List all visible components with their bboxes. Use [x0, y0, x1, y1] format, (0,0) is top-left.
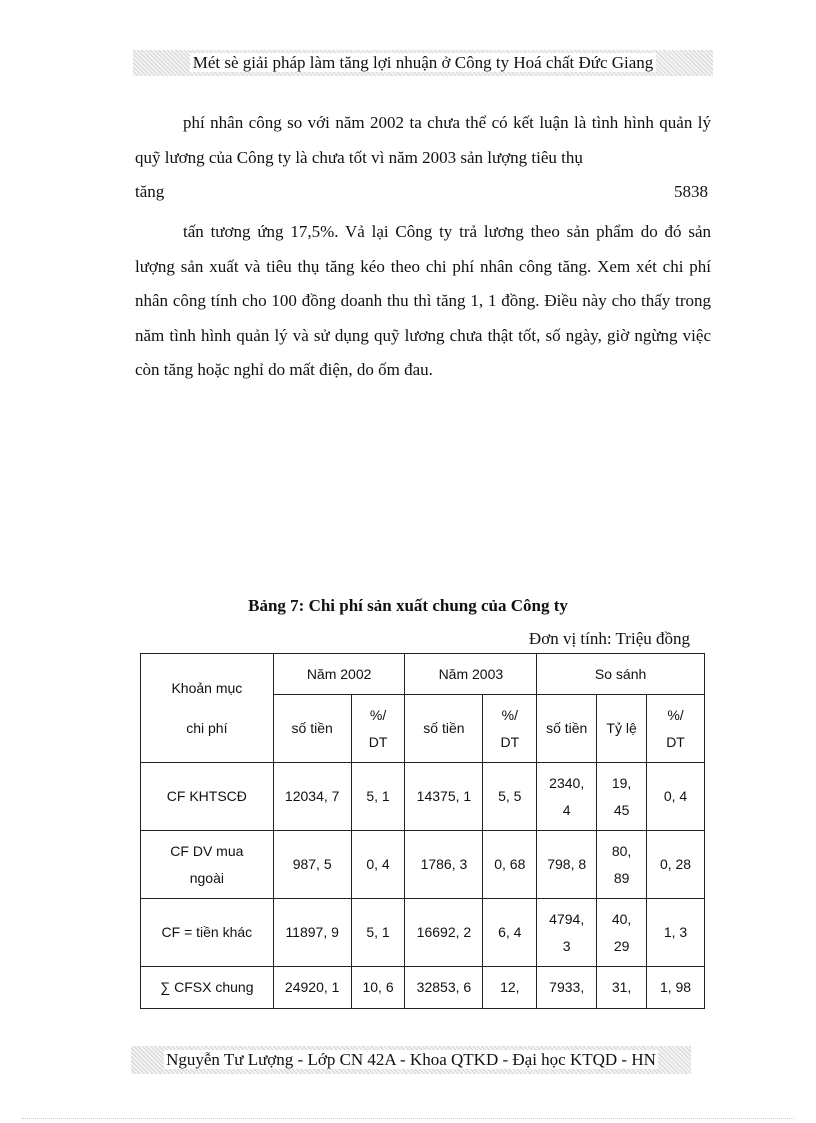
ratio: [597, 831, 647, 899]
pct-diff: 1, 3: [647, 899, 705, 967]
item-line1: ∑ CFSX chung: [160, 979, 254, 995]
amount-2002: 24920, 1: [273, 967, 351, 1009]
paragraph-1: phí nhân công so với năm 2002 ta chưa thể có kết luận là tình hình quản lý quỹ lương của Công ty là chưa tốt vì năm 2003 sản lượng tiêu thụ: [135, 113, 711, 167]
header-pct-diff: [647, 695, 705, 763]
pct-diff: 0, 28: [647, 831, 705, 899]
pct-line2: DT: [500, 733, 520, 750]
ratio-line1: 80,: [611, 842, 632, 859]
line-left-text: tăng: [135, 182, 165, 201]
page-footer: [131, 1046, 691, 1074]
header-item-line2: chi phí: [186, 719, 228, 736]
header-amount-2003: số tiền: [405, 695, 483, 763]
header-title: Mét sè giải pháp làm tăng lợi nhuận ở Công ty Hoá chất Đức Giang: [190, 53, 657, 72]
header-row-years: [141, 654, 705, 695]
pct-line1: %/: [667, 706, 684, 723]
row-item: [141, 899, 274, 967]
ratio-line1: 40,: [611, 910, 632, 927]
page-header: [133, 50, 713, 76]
ratio: 31,: [597, 967, 647, 1009]
diff-line2: 4: [562, 801, 571, 818]
table-row-total: [141, 967, 705, 1009]
pct-2002: 10, 6: [351, 967, 405, 1009]
pct-2003: 5, 5: [483, 763, 537, 831]
amount-2003: 14375, 1: [405, 763, 483, 831]
pct-line2: DT: [368, 733, 388, 750]
header-year-2002: Năm 2002: [273, 654, 405, 695]
table-unit: Đơn vị tính: Triệu đồng: [528, 629, 690, 648]
row-item: [141, 831, 274, 899]
ratio: [597, 763, 647, 831]
amount-diff: [537, 899, 597, 967]
ratio-line1: 19,: [611, 774, 632, 791]
diff-line2: 3: [562, 937, 571, 954]
pct-line1: %/: [369, 706, 387, 723]
pct-2003: 12,: [483, 967, 537, 1009]
pct-2002: 5, 1: [351, 763, 405, 831]
item-line1: CF = tiền khác: [161, 924, 253, 940]
ratio-line2: 29: [613, 937, 630, 954]
ratio: [597, 899, 647, 967]
pct-diff: 0, 4: [647, 763, 705, 831]
cost-table: [140, 653, 705, 1009]
header-item-line1: Khoản mục: [171, 679, 243, 696]
header-compare: So sánh: [537, 654, 705, 695]
pct-2003: 0, 68: [483, 831, 537, 899]
diff-line1: 4794,: [549, 910, 585, 927]
amount-diff: [537, 831, 597, 899]
amount-2003: 1786, 3: [405, 831, 483, 899]
header-year-2003: Năm 2003: [405, 654, 537, 695]
pct-2002: 0, 4: [351, 831, 405, 899]
line-right-number: 5838: [674, 182, 708, 201]
amount-2003: 16692, 2: [405, 899, 483, 967]
header-pct-2002: [351, 695, 405, 763]
header-ratio: Tỷ lệ: [597, 695, 647, 763]
table-caption: Bảng 7: Chi phí sản xuất chung của Công ty: [248, 596, 568, 615]
footer-text: Nguyễn Tư Lượng - Lớp CN 42A - Khoa QTKD - Đại học KTQD - HN: [166, 1050, 656, 1069]
amount-diff: 7933,: [537, 967, 597, 1009]
ratio-line2: 45: [613, 801, 630, 818]
amount-2002: 987, 5: [273, 831, 351, 899]
header-amount-2002: số tiền: [273, 695, 351, 763]
header-pct-2003: [483, 695, 537, 763]
row-item: [141, 967, 274, 1009]
diff-line1: 798, 8: [547, 856, 587, 872]
item-line2: ngoài: [189, 869, 224, 886]
amount-2003: 32853, 6: [405, 967, 483, 1009]
ratio-line2: 89: [613, 869, 630, 886]
amount-diff: [537, 763, 597, 831]
pct-diff: 1, 98: [647, 967, 705, 1009]
header-amount-diff: số tiền: [537, 695, 597, 763]
pct-line2: DT: [666, 733, 685, 750]
page-bottom-rule: [22, 1118, 794, 1119]
pct-2002: 5, 1: [351, 899, 405, 967]
table-row: [141, 763, 705, 831]
pct-line1: %/: [501, 706, 518, 723]
amount-2002: 11897, 9: [273, 899, 351, 967]
item-line1: CF DV mua: [170, 842, 244, 859]
paragraph-1-last-line: [135, 175, 711, 210]
item-line1: CF KHTSCĐ: [166, 788, 247, 804]
table-row: [141, 831, 705, 899]
pct-2003: 6, 4: [483, 899, 537, 967]
amount-2002: 12034, 7: [273, 763, 351, 831]
table-row: [141, 899, 705, 967]
header-item: [141, 654, 274, 763]
row-item: [141, 763, 274, 831]
paragraph-2: tấn tương ứng 17,5%. Vả lại Công ty trả lương theo sản phẩm do đó sản lượng sản xuất và tiêu thụ tăng kéo theo chi phí nhân công tăng. Xem xét chi phí nhân công tính cho 100 đồng doanh thu thì tăng 1, 1 đồng. Điều này cho thấy trong năm tình hình quản lý và sử dụng quỹ lương chưa thật tốt, số ngày, giờ ngừng việc còn tăng hoặc nghỉ do mất điện, do ốm đau.: [135, 222, 711, 379]
diff-line1: 2340,: [549, 774, 585, 791]
